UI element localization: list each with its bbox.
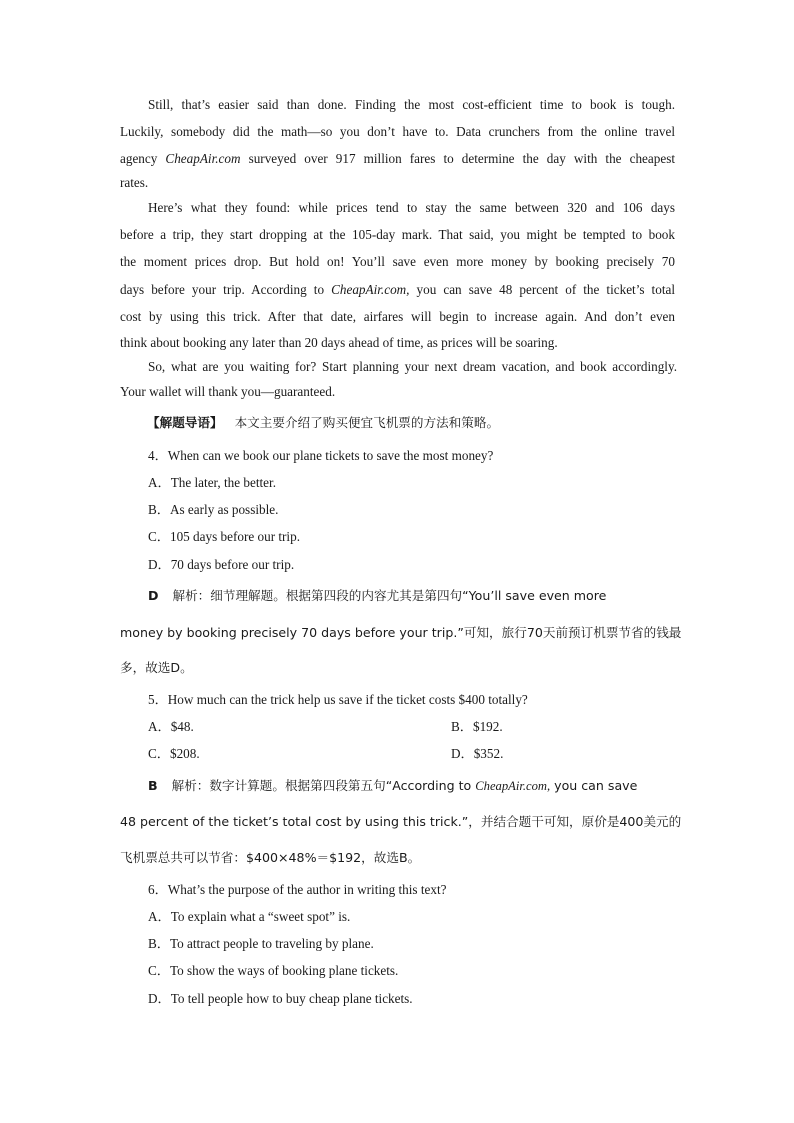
p2-line-4: [120, 282, 675, 298]
q5-question: 5．How much can the trick help us save if the ticket costs $400 totally?: [148, 692, 528, 707]
q5-option-a: A．$48.: [148, 719, 194, 734]
p2-text: days before your trip. According to: [120, 282, 332, 297]
q5-explanation-text: 解析：数字计算题。根据第四段第五句“According to: [171, 778, 476, 793]
p1-line-3: [120, 151, 675, 167]
q4-explanation-line-2: money by booking precisely 70 days before your trip.”可知，旅行70天前预订机票节省的钱最: [120, 625, 682, 640]
q5-option-c: C．$208.: [148, 746, 200, 761]
q6-option-a: A．To explain what a “sweet spot” is.: [148, 909, 351, 924]
q6-question: 6．What’s the purpose of the author in writing this text?: [148, 882, 447, 897]
q4-explanation-line-1: [148, 588, 606, 604]
p2-line-5: cost by using this trick. After that date, airfares will begin to increase again. And don’t even: [120, 309, 675, 324]
q4-option-d: D．70 days before our trip.: [148, 557, 295, 572]
p1-line-2: Luckily, somebody did the math—so you don’t have to. Data crunchers from the online travel: [120, 124, 675, 139]
q5-answer: B: [148, 778, 158, 793]
p3-line-1: So, what are you waiting for? Start planning your next dream vacation, and book accordingly.: [148, 359, 677, 374]
q6-option-b: B．To attract people to traveling by plane.: [148, 936, 374, 951]
q6-option-c: C．To show the ways of booking plane tickets.: [148, 963, 399, 978]
p2-line-2: before a trip, they start dropping at the 105-day mark. That said, you might be tempted to book: [120, 227, 675, 242]
q4-answer: D: [148, 588, 159, 603]
q4-question: 4．When can we book our plane tickets to save the most money?: [148, 448, 494, 463]
q4-explanation-text: 解析：细节理解题。根据第四段的内容尤其是第四句“You’ll save even more: [172, 588, 607, 603]
guide: [147, 415, 499, 431]
p1-text: agency: [120, 151, 166, 166]
q6-option-d: D．To tell people how to buy cheap plane tickets.: [148, 991, 413, 1006]
p2-line-6: think about booking any later than 20 days ahead of time, as prices will be soaring.: [120, 335, 558, 350]
q5-explanation-text: you can save: [550, 778, 638, 793]
guide-label: 【解题导语】: [147, 415, 223, 430]
q4-option-c: C．105 days before our trip.: [148, 529, 300, 544]
p1-text: surveyed over 917 million fares to determine the day with the cheapest: [240, 151, 675, 166]
guide-text: 本文主要介绍了购买便宜飞机票的方法和策略。: [234, 415, 500, 430]
q5-explanation-line-3: 飞机票总共可以节省：$400×48%＝$192，故选B。: [120, 850, 421, 865]
p1-line-4: rates.: [120, 175, 149, 190]
q4-explanation-line-3: 多，故选D。: [120, 660, 193, 675]
q5-option-d: D．$352.: [451, 746, 504, 761]
cheapair-name: CheapAir.com,: [475, 779, 551, 793]
q4-option-b: B．As early as possible.: [148, 502, 279, 517]
p2-line-3: the moment prices drop. But hold on! You’ll save even more money by booking precisely 70: [120, 254, 675, 269]
p2-line-1: Here’s what they found: while prices tend to stay the same between 320 and 106 days: [148, 200, 675, 215]
cheapair-name: CheapAir.com: [165, 151, 241, 166]
p3-line-2: Your wallet will thank you—guaranteed.: [120, 384, 336, 399]
p2-text: you can save 48 percent of the ticket’s total: [409, 282, 675, 297]
q5-explanation-line-1: [148, 778, 637, 794]
q4-option-a: A．The later, the better.: [148, 475, 276, 490]
p1-line-1: Still, that’s easier said than done. Finding the most cost-efficient time to book is tough.: [148, 97, 675, 112]
cheapair-name: CheapAir.com,: [331, 282, 410, 297]
q5-option-b: B．$192.: [451, 719, 503, 734]
q5-explanation-line-2: 48 percent of the ticket’s total cost by using this trick.”，并结合题干可知，原价是400美元的: [120, 814, 682, 829]
